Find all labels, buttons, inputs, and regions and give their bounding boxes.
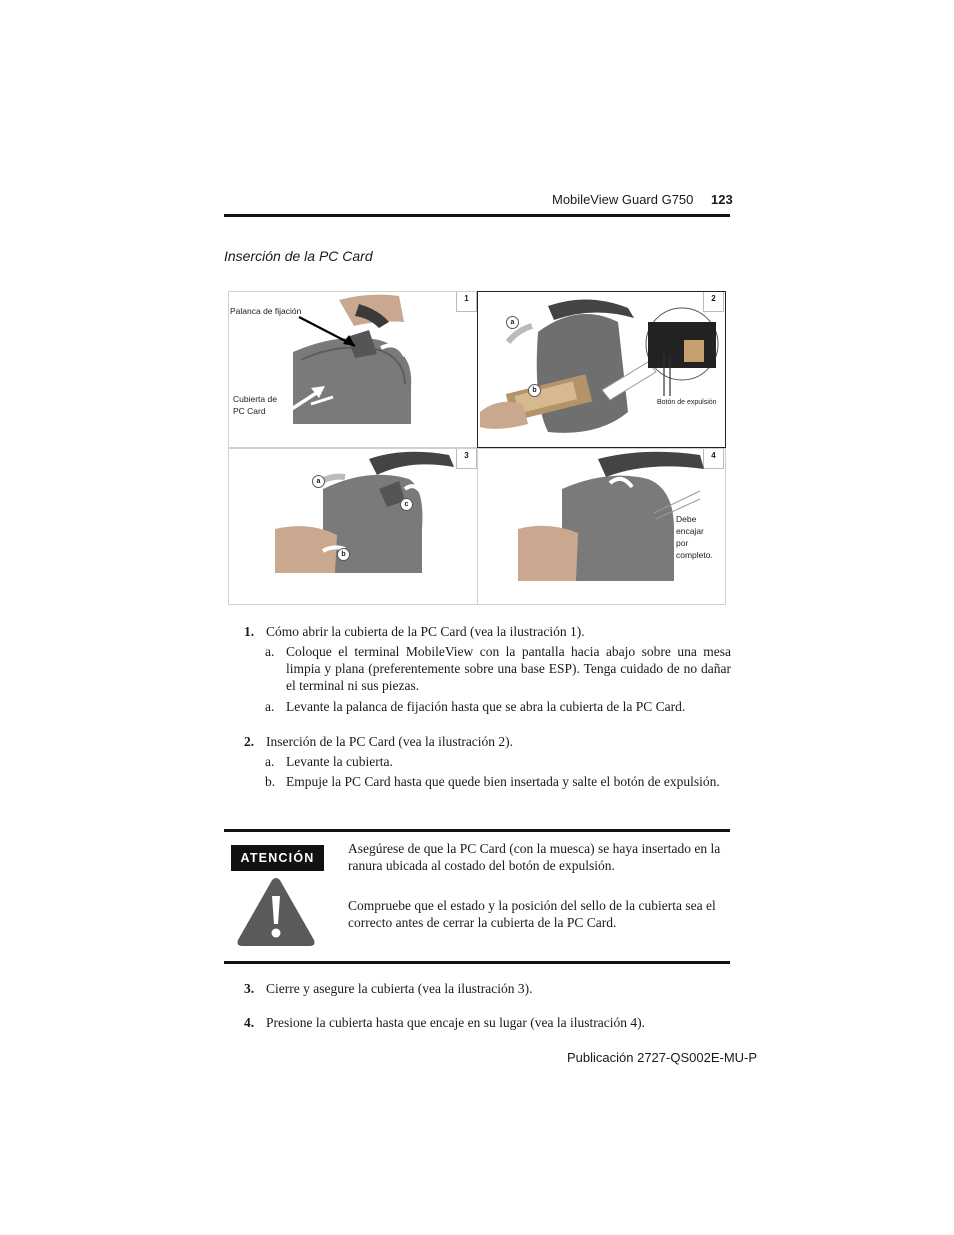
step-text: Presione la cubierta hasta que encaje en su lugar (vea la ilustración 4). (266, 1015, 645, 1030)
step-letter-a: a (506, 316, 519, 329)
step-text: Cómo abrir la cubierta de la PC Card (vea la ilustración 1). (266, 624, 585, 639)
step-number: 3. (244, 981, 255, 996)
step-letter-b: b (337, 548, 350, 561)
illustration-panel-3 (228, 448, 478, 605)
step-text: Cierre y asegure la cubierta (vea la ilustración 3). (266, 981, 533, 996)
section-title: Inserción de la PC Card (224, 248, 373, 264)
step-letter-c: c (400, 498, 413, 511)
pc-card-illustration-grid (228, 291, 726, 605)
sub-text: Empuje la PC Card hasta que quede bien insertada y salte el botón de expulsión. (286, 774, 720, 789)
panel-number: 3 (456, 449, 477, 469)
attention-bottom-rule (224, 961, 730, 964)
step-number: 2. (244, 734, 255, 749)
cover-close-illustration (229, 449, 478, 605)
illustration-panel-2 (477, 291, 726, 448)
sub-label: a. (265, 754, 275, 769)
attention-top-rule (224, 829, 730, 832)
pc-card-insertion-illustration (478, 292, 726, 448)
step-letter-a: a (312, 475, 325, 488)
publication-footer: Publicación 2727-QS002E-MU-P (567, 1050, 758, 1065)
warning-triangle-icon (236, 876, 316, 948)
illustration-panel-4 (477, 448, 726, 605)
callout-eject-button: Botón de expulsión (657, 399, 717, 406)
attention-paragraph-1: Asegúrese de que la PC Card (con la muesca) se haya insertado en la ranura ubicada al costado del botón de expulsión. (348, 841, 721, 873)
sub-text: Levante la cubierta. (286, 754, 393, 769)
sub-label: a. (265, 699, 275, 714)
panel-number: 1 (456, 292, 477, 312)
attention-label: ATENCIÓN (231, 845, 324, 871)
callout-pc-card-cover: Cubierta de PC Card (233, 394, 277, 416)
attention-paragraph-2: Compruebe que el estado y la posición del sello de la cubierta sea el correcto antes de cerrar la cubierta de la PC Card. (348, 898, 716, 930)
callout-locking-lever: Palanca de fijación (230, 306, 302, 316)
step-letter-b: b (528, 384, 541, 397)
callout-must-seat-fully: Debe encajar por completo. (676, 514, 713, 560)
sub-label: a. (265, 644, 275, 659)
illustration-panel-1 (228, 291, 478, 448)
header-rule (224, 214, 730, 217)
step-text: Inserción de la PC Card (vea la ilustración 2). (266, 734, 514, 749)
running-header-title: MobileView Guard G750 (552, 192, 694, 207)
step-number: 1. (244, 624, 255, 639)
panel-number: 4 (703, 449, 724, 469)
step-number: 4. (244, 1015, 255, 1030)
page-number: 123 (711, 192, 733, 207)
panel-number: 2 (703, 292, 724, 312)
sub-text: Coloque el terminal MobileView con la pantalla hacia abajo sobre una mesa limpia y plana (preferentemente sobre una base ESP). Tenga cuidado de no dañar el terminal ni sus piezas. (286, 644, 731, 693)
sub-text: Levante la palanca de fijación hasta que se abra la cubierta de la PC Card. (286, 699, 686, 714)
sub-label: b. (265, 774, 276, 789)
